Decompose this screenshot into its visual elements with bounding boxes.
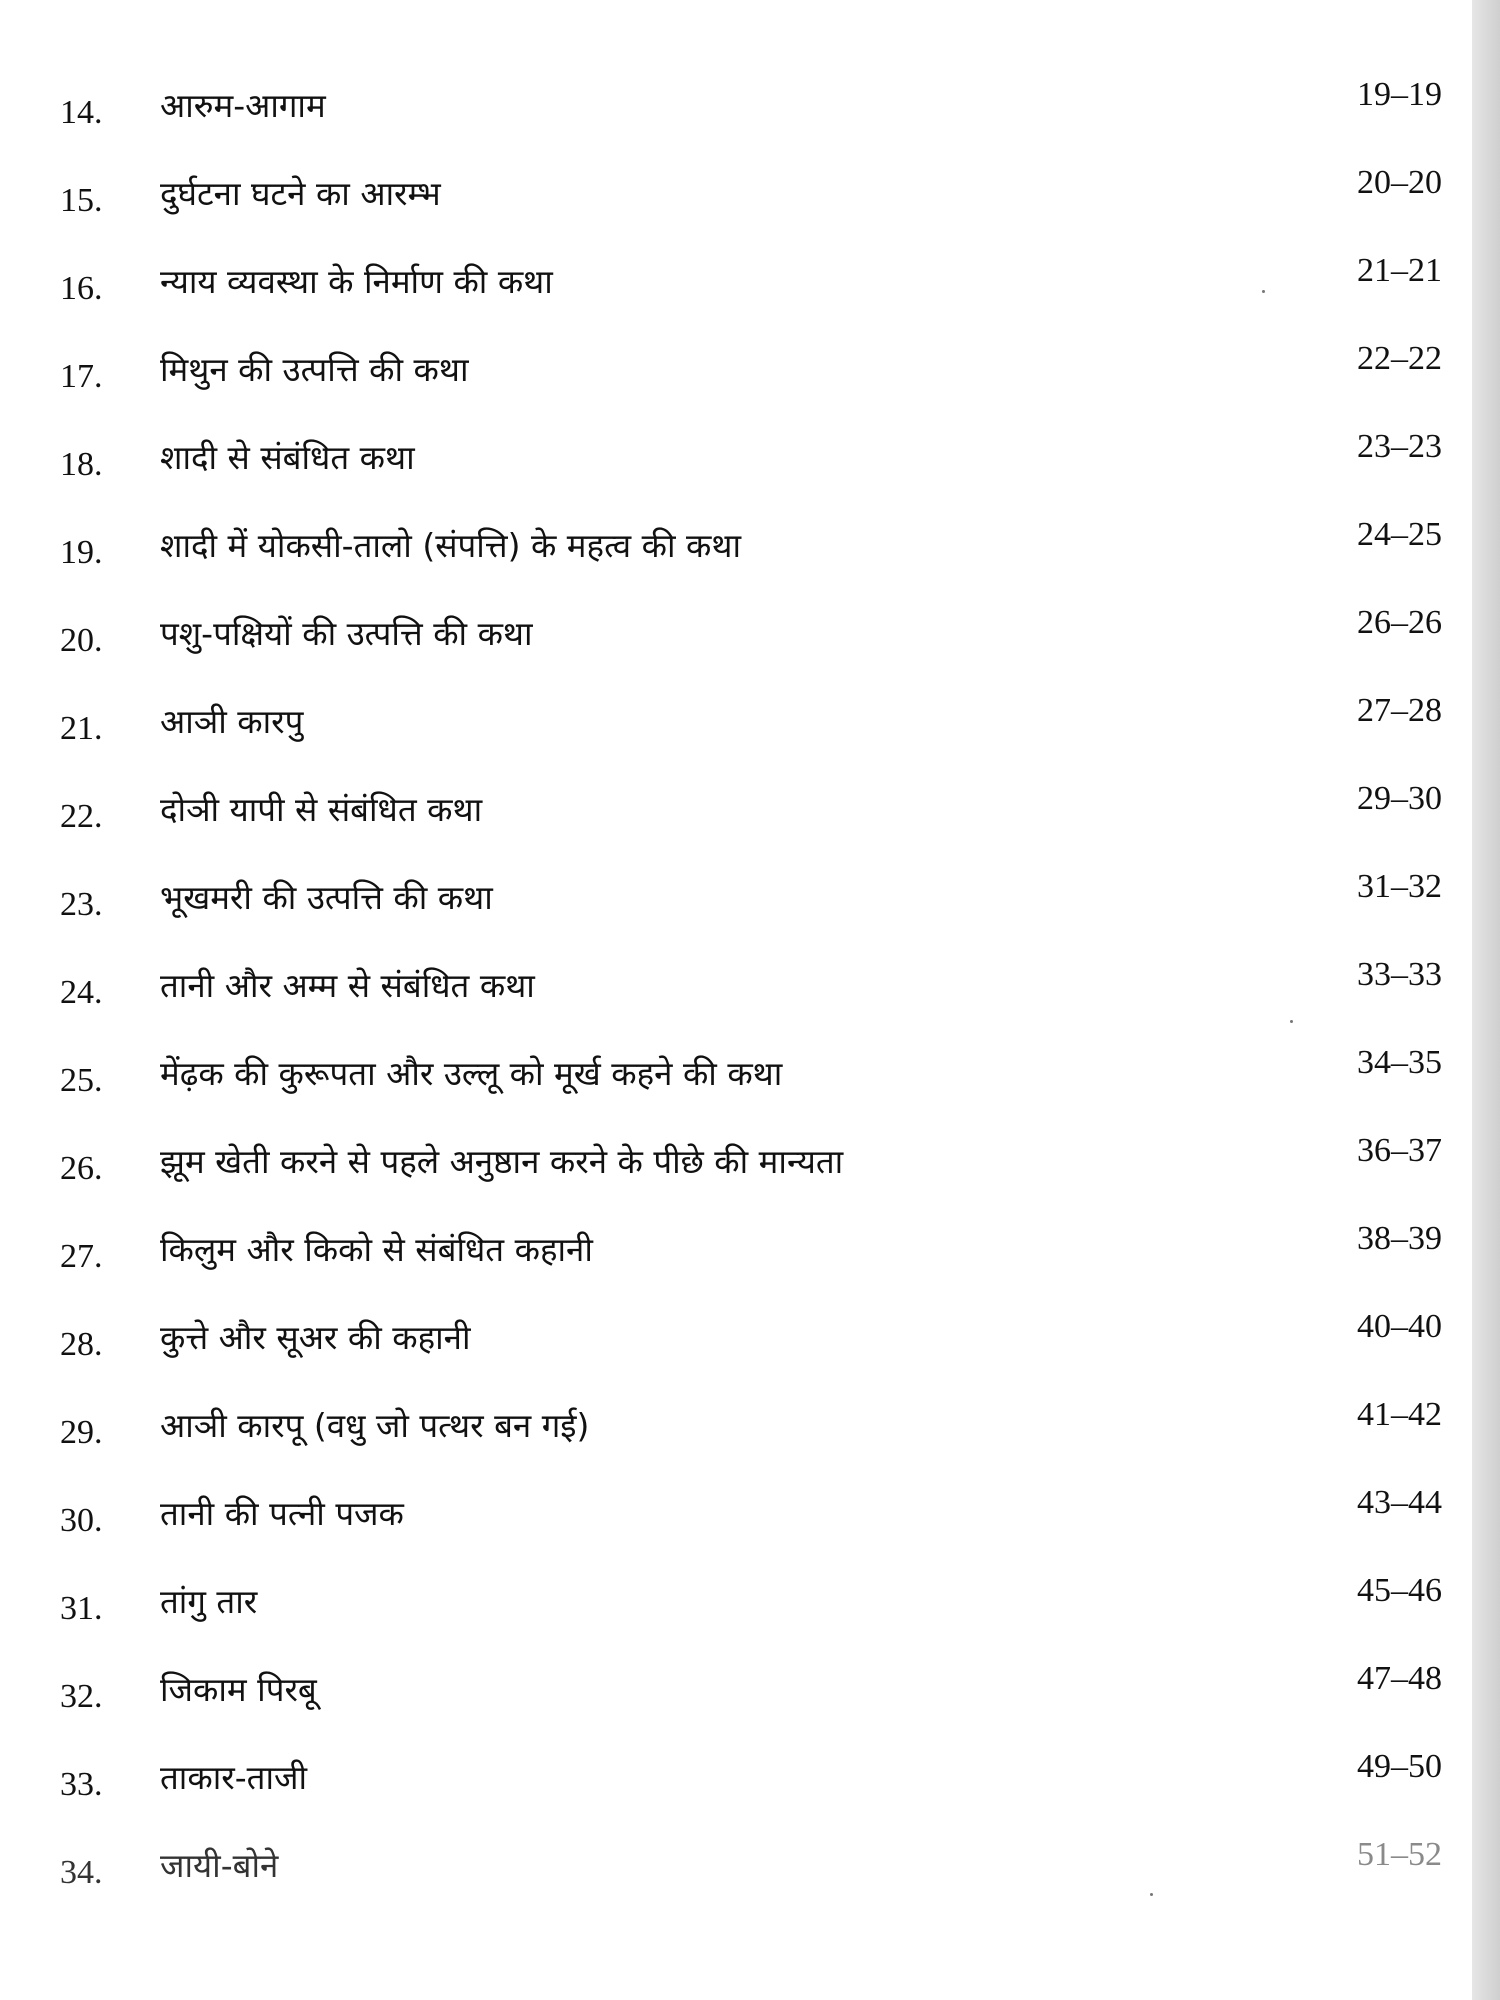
toc-entry	[0, 76, 1472, 173]
toc-entry	[0, 164, 1472, 261]
entry-title: तानी और अम्म से संबंधित कथा	[160, 966, 535, 1005]
entry-title: आञी कारपु	[160, 702, 304, 741]
entry-number: 14.	[60, 94, 103, 131]
entry-pages: 45–46	[1357, 1572, 1442, 1609]
toc-entry	[0, 516, 1472, 613]
entry-title: जिकाम पिरबू	[160, 1670, 317, 1709]
entry-pages: 21–21	[1357, 252, 1442, 289]
entry-title: आरुम-आगाम	[160, 86, 326, 125]
entry-pages: 47–48	[1357, 1660, 1442, 1697]
entry-pages: 33–33	[1357, 956, 1442, 993]
entry-title: तांगु तार	[160, 1582, 258, 1621]
entry-title: किलुम और किको से संबंधित कहानी	[160, 1230, 593, 1269]
entry-title: जायी-बोने	[160, 1846, 279, 1885]
scan-speck	[1290, 1020, 1293, 1023]
entry-number: 24.	[60, 974, 103, 1011]
entry-pages: 19–19	[1357, 76, 1442, 113]
entry-number: 32.	[60, 1678, 103, 1715]
entry-title: आञी कारपू (वधु जो पत्थर बन गई)	[160, 1406, 590, 1445]
entry-pages: 26–26	[1357, 604, 1442, 641]
entry-pages: 23–23	[1357, 428, 1442, 465]
entry-title: शादी में योकसी-तालो (संपत्ति) के महत्व की कथा	[160, 526, 742, 565]
toc-entry	[0, 1748, 1472, 1845]
entry-number: 19.	[60, 534, 103, 571]
entry-number: 23.	[60, 886, 103, 923]
entry-pages: 49–50	[1357, 1748, 1442, 1785]
entry-number: 25.	[60, 1062, 103, 1099]
entry-pages: 43–44	[1357, 1484, 1442, 1521]
entry-title: तानी की पत्नी पजक	[160, 1494, 404, 1533]
toc-entry	[0, 1044, 1472, 1141]
toc-entry	[0, 428, 1472, 525]
entry-pages: 36–37	[1357, 1132, 1442, 1169]
entry-title: पशु-पक्षियों की उत्पत्ति की कथा	[160, 614, 533, 653]
toc-entry	[0, 1836, 1472, 1933]
entry-pages: 24–25	[1357, 516, 1442, 553]
entry-pages: 38–39	[1357, 1220, 1442, 1257]
entry-number: 17.	[60, 358, 103, 395]
entry-title: कुत्ते और सूअर की कहानी	[160, 1318, 471, 1357]
toc-entry	[0, 1660, 1472, 1757]
toc-entry	[0, 692, 1472, 789]
toc-entry	[0, 1484, 1472, 1581]
entry-number: 20.	[60, 622, 103, 659]
entry-pages: 40–40	[1357, 1308, 1442, 1345]
entry-number: 33.	[60, 1766, 103, 1803]
table-of-contents	[0, 76, 1472, 1933]
entry-number: 16.	[60, 270, 103, 307]
toc-entry	[0, 868, 1472, 965]
entry-number: 21.	[60, 710, 103, 747]
entry-number: 34.	[60, 1854, 103, 1891]
entry-pages: 27–28	[1357, 692, 1442, 729]
toc-entry	[0, 1396, 1472, 1493]
entry-title: मिथुन की उत्पत्ति की कथा	[160, 350, 469, 389]
entry-number: 26.	[60, 1150, 103, 1187]
entry-pages: 22–22	[1357, 340, 1442, 377]
entry-number: 30.	[60, 1502, 103, 1539]
entry-pages: 41–42	[1357, 1396, 1442, 1433]
scan-edge-shadow	[1472, 0, 1500, 2000]
entry-title: शादी से संबंधित कथा	[160, 438, 415, 477]
toc-entry	[0, 1308, 1472, 1405]
entry-title: दोञी यापी से संबंधित कथा	[160, 790, 483, 829]
entry-number: 27.	[60, 1238, 103, 1275]
entry-pages: 31–32	[1357, 868, 1442, 905]
entry-number: 29.	[60, 1414, 103, 1451]
toc-entry	[0, 1220, 1472, 1317]
scan-speck	[1150, 1893, 1153, 1896]
entry-title: भूखमरी की उत्पत्ति की कथा	[160, 878, 493, 917]
toc-entry	[0, 252, 1472, 349]
entry-pages: 20–20	[1357, 164, 1442, 201]
entry-pages: 34–35	[1357, 1044, 1442, 1081]
entry-number: 28.	[60, 1326, 103, 1363]
entry-title: मेंढ़क की कुरूपता और उल्लू को मूर्ख कहने की कथा	[160, 1054, 783, 1093]
entry-title: ताकार-ताजी	[160, 1758, 308, 1797]
toc-entry	[0, 780, 1472, 877]
entry-number: 31.	[60, 1590, 103, 1627]
scan-speck	[1262, 290, 1265, 293]
toc-entry	[0, 604, 1472, 701]
entry-number: 22.	[60, 798, 103, 835]
toc-entry	[0, 1572, 1472, 1669]
toc-entry	[0, 340, 1472, 437]
toc-entry	[0, 1132, 1472, 1229]
entry-title: न्याय व्यवस्था के निर्माण की कथा	[160, 262, 553, 301]
entry-number: 15.	[60, 182, 103, 219]
toc-entry	[0, 956, 1472, 1053]
entry-pages: 51–52	[1357, 1836, 1442, 1873]
entry-title: दुर्घटना घटने का आरम्भ	[160, 174, 441, 213]
entry-pages: 29–30	[1357, 780, 1442, 817]
entry-number: 18.	[60, 446, 103, 483]
entry-title: झूम खेती करने से पहले अनुष्ठान करने के पीछे की मान्यता	[160, 1142, 844, 1181]
